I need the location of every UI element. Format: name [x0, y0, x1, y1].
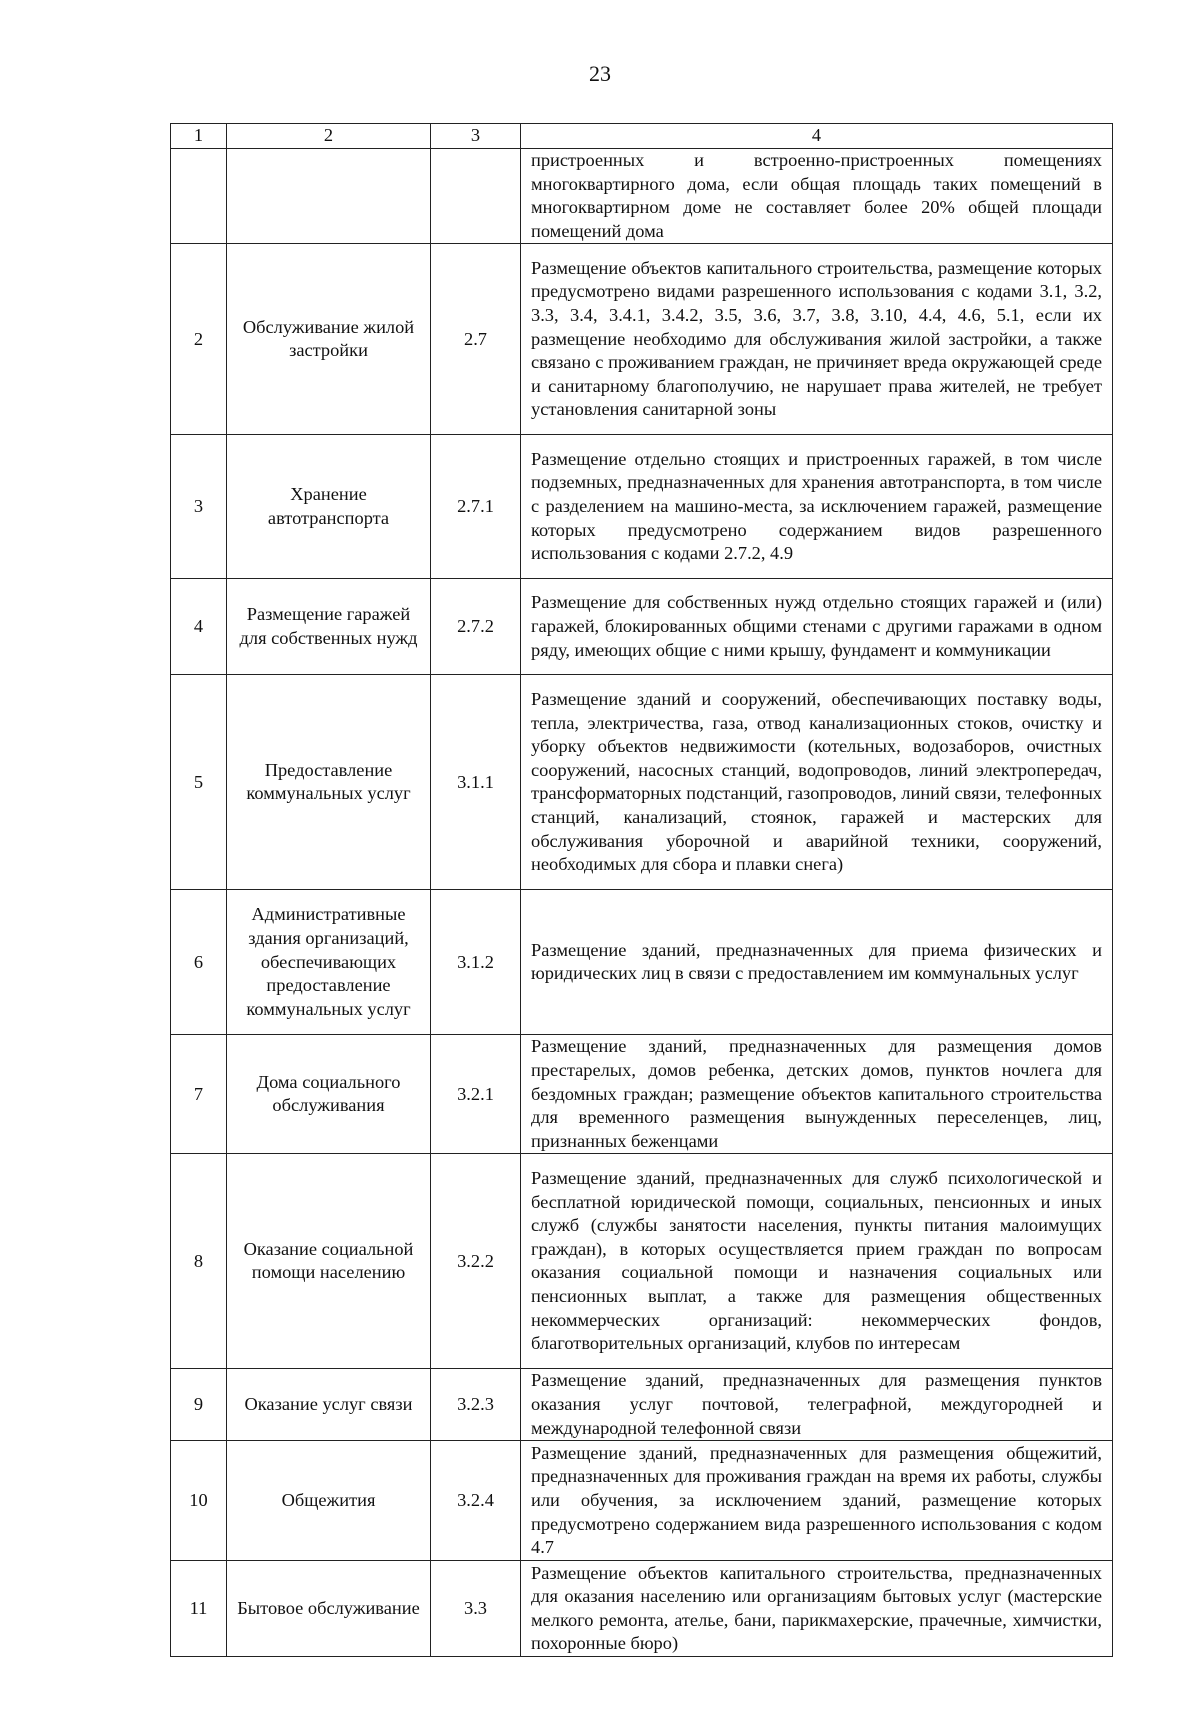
- use-type-name: Размещение гаражей для собственных нужд: [227, 579, 431, 675]
- row-number: 11: [171, 1561, 227, 1657]
- use-type-code: 2.7: [431, 244, 521, 435]
- use-type-description: Размещение объектов капитального строительства, предназначенных для оказания населению или организациям бытовых услуг (мастерские мелкого ремонта, ателье, бани, парикмахерские, прачечные, химчистки, похоронные бюро): [521, 1561, 1113, 1657]
- table-row: [171, 149, 1113, 244]
- row-number: [171, 149, 227, 244]
- use-type-code: 3.1.2: [431, 890, 521, 1035]
- use-type-description: пристроенных и встроенно-пристроенных помещениях многоквартирного дома, если общая площадь таких помещений в многоквартирном доме не составляет более 20% общей площади помещений дома: [521, 149, 1113, 244]
- table-row: [171, 890, 1113, 1035]
- use-type-code: 2.7.1: [431, 435, 521, 579]
- row-number: 9: [171, 1369, 227, 1441]
- row-number: 2: [171, 244, 227, 435]
- row-number: 4: [171, 579, 227, 675]
- use-type-description: Размещение зданий, предназначенных для служб психологической и бесплатной юридической помощи, социальных, пенсионных и иных служб (службы занятости населения, пункты питания малоимущих граждан), в которых осуществляется прием граждан по вопросам оказания социальной помощи и назначения социальных или пенсионных выплат, а также для размещения общественных некоммерческих организаций: некоммерческих фондов, благотворительных организаций, клубов по интересам: [521, 1154, 1113, 1369]
- use-type-name: Оказание социальной помощи населению: [227, 1154, 431, 1369]
- row-number: 5: [171, 675, 227, 890]
- use-type-name: Административные здания организаций, обеспечивающих предоставление коммунальных услуг: [227, 890, 431, 1035]
- table-row: [171, 1561, 1113, 1657]
- use-type-code: [431, 149, 521, 244]
- table-row: [171, 1369, 1113, 1441]
- use-type-name: Дома социального обслуживания: [227, 1035, 431, 1154]
- use-type-description: Размещение зданий и сооружений, обеспечивающих поставку воды, тепла, электричества, газа, отвод канализационных стоков, очистку и уборку объектов недвижимости (котельных, водозаборов, очистных сооружений, насосных станций, водопроводов, линий электропередач, трансформаторных подстанций, газопроводов, линий связи, телефонных станций, канализаций, стоянок, гаражей и мастерских для обслуживания уборочной и аварийной техники, сооружений, необходимых для сбора и плавки снега): [521, 675, 1113, 890]
- use-type-description: Размещение зданий, предназначенных для размещения общежитий, предназначенных для проживания граждан на время их работы, службы или обучения, за исключением зданий, размещение которых предусмотрено содержанием вида разрешенного использования с кодом 4.7: [521, 1441, 1113, 1561]
- use-type-name: Хранение автотранспорта: [227, 435, 431, 579]
- use-type-description: Размещение зданий, предназначенных для приема физических и юридических лиц в связи с предоставлением им коммунальных услуг: [521, 890, 1113, 1035]
- row-number: 10: [171, 1441, 227, 1561]
- use-type-name: Бытовое обслуживание: [227, 1561, 431, 1657]
- page-number: 23: [589, 61, 611, 86]
- use-type-code: 2.7.2: [431, 579, 521, 675]
- use-type-code: 3.1.1: [431, 675, 521, 890]
- table-header-row: [171, 124, 1113, 149]
- use-type-description: Размещение отдельно стоящих и пристроенных гаражей, в том числе подземных, предназначенных для хранения автотранспорта, в том числе с разделением на машино-места, за исключением гаражей, размещение которых предусмотрено содержанием видов разрешенного использования с кодами 2.7.2, 4.9: [521, 435, 1113, 579]
- use-type-code: 3.2.1: [431, 1035, 521, 1154]
- table-row: [171, 579, 1113, 675]
- use-type-name: Общежития: [227, 1441, 431, 1561]
- table-row: [171, 435, 1113, 579]
- use-type-code: 3.2.3: [431, 1369, 521, 1441]
- row-number: 6: [171, 890, 227, 1035]
- table-row: [171, 675, 1113, 890]
- use-type-description: Размещение объектов капитального строительства, размещение которых предусмотрено видами разрешенного использования с кодами 3.1, 3.2, 3.3, 3.4, 3.4.1, 3.4.2, 3.5, 3.6, 3.7, 3.8, 3.10, 4.4, 4.6, 5.1, если их размещение необходимо для обслуживания жилой застройки, а также связано с проживанием граждан, не причиняет вреда окружающей среде и санитарному благополучию, не нарушает права жителей, не требует установления санитарной зоны: [521, 244, 1113, 435]
- use-type-description: Размещение зданий, предназначенных для размещения пунктов оказания услуг почтовой, телеграфной, междугородней и международной телефонной связи: [521, 1369, 1113, 1441]
- use-type-code: 3.3: [431, 1561, 521, 1657]
- row-number: 3: [171, 435, 227, 579]
- use-type-description: Размещение зданий, предназначенных для размещения домов престарелых, домов ребенка, детских домов, пунктов ночлега для бездомных граждан; размещение объектов капитального строительства для временного размещения вынужденных переселенцев, лиц, признанных беженцами: [521, 1035, 1113, 1154]
- column-number-3: 3: [431, 124, 521, 149]
- column-number-1: 1: [171, 124, 227, 149]
- land-use-table: [170, 123, 1113, 1657]
- column-number-2: 2: [227, 124, 431, 149]
- table-row: [171, 1154, 1113, 1369]
- use-type-code: 3.2.4: [431, 1441, 521, 1561]
- use-type-name: [227, 149, 431, 244]
- row-number: 8: [171, 1154, 227, 1369]
- use-type-name: Обслуживание жилой застройки: [227, 244, 431, 435]
- use-type-name: Предоставление коммунальных услуг: [227, 675, 431, 890]
- table-row: [171, 244, 1113, 435]
- row-number: 7: [171, 1035, 227, 1154]
- use-type-name: Оказание услуг связи: [227, 1369, 431, 1441]
- use-type-description: Размещение для собственных нужд отдельно стоящих гаражей и (или) гаражей, блокированных общими стенами с другими гаражами в одном ряду, имеющих общие с ними крышу, фундамент и коммуникации: [521, 579, 1113, 675]
- use-type-code: 3.2.2: [431, 1154, 521, 1369]
- table-row: [171, 1441, 1113, 1561]
- column-number-4: 4: [521, 124, 1113, 149]
- table-row: [171, 1035, 1113, 1154]
